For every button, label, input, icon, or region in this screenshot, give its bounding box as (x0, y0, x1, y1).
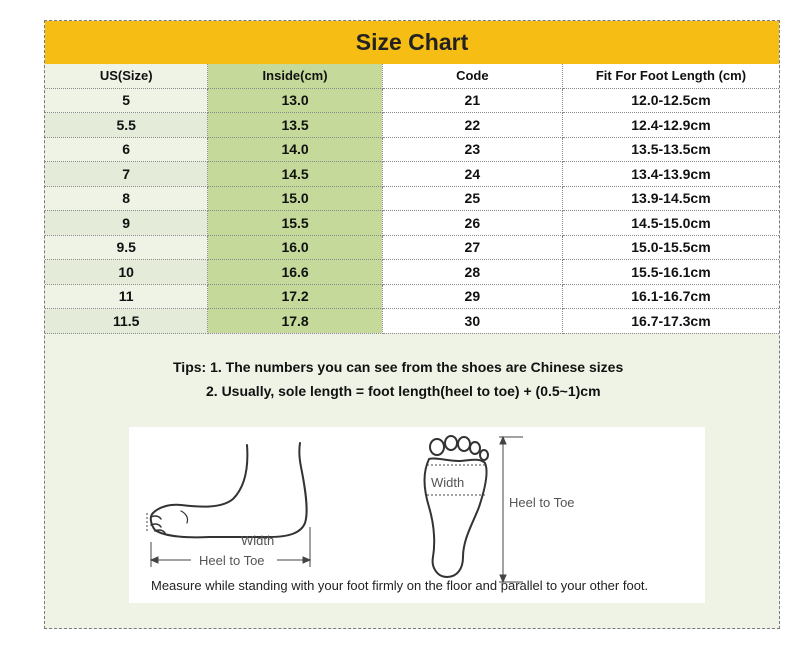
size-table (45, 64, 779, 334)
cell-inside-cm: 13.5 (208, 113, 382, 138)
cell-us-size: 9 (45, 211, 208, 236)
measure-caption: Measure while standing with your foot firmly on the floor and parallel to your other foot. (151, 578, 649, 593)
cell-foot-length: 16.1-16.7cm (562, 284, 779, 309)
cell-code: 29 (382, 284, 562, 309)
cell-us-size: 10 (45, 260, 208, 285)
cell-inside-cm: 15.0 (208, 186, 382, 211)
cell-us-size: 9.5 (45, 235, 208, 260)
cell-code: 22 (382, 113, 562, 138)
table-header-row (45, 64, 779, 88)
cell-inside-cm: 16.6 (208, 260, 382, 285)
chart-title: Size Chart (45, 21, 779, 65)
cell-foot-length: 13.5-13.5cm (562, 137, 779, 162)
cell-code: 30 (382, 309, 562, 334)
side-width-label: Width (241, 533, 275, 548)
cell-foot-length: 12.0-12.5cm (562, 88, 779, 113)
table-row (45, 284, 779, 309)
sole-width-label: Width (431, 475, 465, 490)
cell-code: 21 (382, 88, 562, 113)
cell-us-size: 7 (45, 162, 208, 187)
cell-foot-length: 12.4-12.9cm (562, 113, 779, 138)
header-foot-length: Fit For Foot Length (cm) (562, 64, 779, 88)
cell-code: 26 (382, 211, 562, 236)
table-row (45, 309, 779, 334)
cell-inside-cm: 13.0 (208, 88, 382, 113)
cell-code: 25 (382, 186, 562, 211)
cell-inside-cm: 16.0 (208, 235, 382, 260)
cell-code: 24 (382, 162, 562, 187)
cell-inside-cm: 17.2 (208, 284, 382, 309)
table-row (45, 260, 779, 285)
cell-inside-cm: 14.5 (208, 162, 382, 187)
cell-foot-length: 13.9-14.5cm (562, 186, 779, 211)
cell-code: 23 (382, 137, 562, 162)
header-us-size: US(Size) (45, 64, 208, 88)
table-row (45, 113, 779, 138)
cell-code: 28 (382, 260, 562, 285)
cell-foot-length: 13.4-13.9cm (562, 162, 779, 187)
table-row (45, 235, 779, 260)
table-row (45, 186, 779, 211)
size-chart-frame (44, 20, 780, 629)
cell-inside-cm: 14.0 (208, 137, 382, 162)
side-length-label: Heel to Toe (199, 553, 265, 568)
cell-us-size: 11.5 (45, 309, 208, 334)
cell-us-size: 5 (45, 88, 208, 113)
foot-illustration (129, 427, 705, 603)
sole-length-label: Heel to Toe (509, 495, 575, 510)
cell-foot-length: 15.5-16.1cm (562, 260, 779, 285)
cell-foot-length: 14.5-15.0cm (562, 211, 779, 236)
cell-inside-cm: 15.5 (208, 211, 382, 236)
table-row (45, 162, 779, 187)
cell-us-size: 8 (45, 186, 208, 211)
tip-line-1: Tips: 1. The numbers you can see from the shoes are Chinese sizes (173, 359, 624, 375)
cell-foot-length: 15.0-15.5cm (562, 235, 779, 260)
cell-foot-length: 16.7-17.3cm (562, 309, 779, 334)
foot-measure-diagram (129, 427, 705, 603)
header-inside-cm: Inside(cm) (208, 64, 382, 88)
header-code: Code (382, 64, 562, 88)
table-row (45, 211, 779, 236)
cell-us-size: 11 (45, 284, 208, 309)
cell-us-size: 5.5 (45, 113, 208, 138)
table-row (45, 88, 779, 113)
cell-code: 27 (382, 235, 562, 260)
cell-us-size: 6 (45, 137, 208, 162)
tip-line-2: 2. Usually, sole length = foot length(heel to toe) + (0.5~1)cm (206, 383, 601, 399)
table-row (45, 137, 779, 162)
cell-inside-cm: 17.8 (208, 309, 382, 334)
